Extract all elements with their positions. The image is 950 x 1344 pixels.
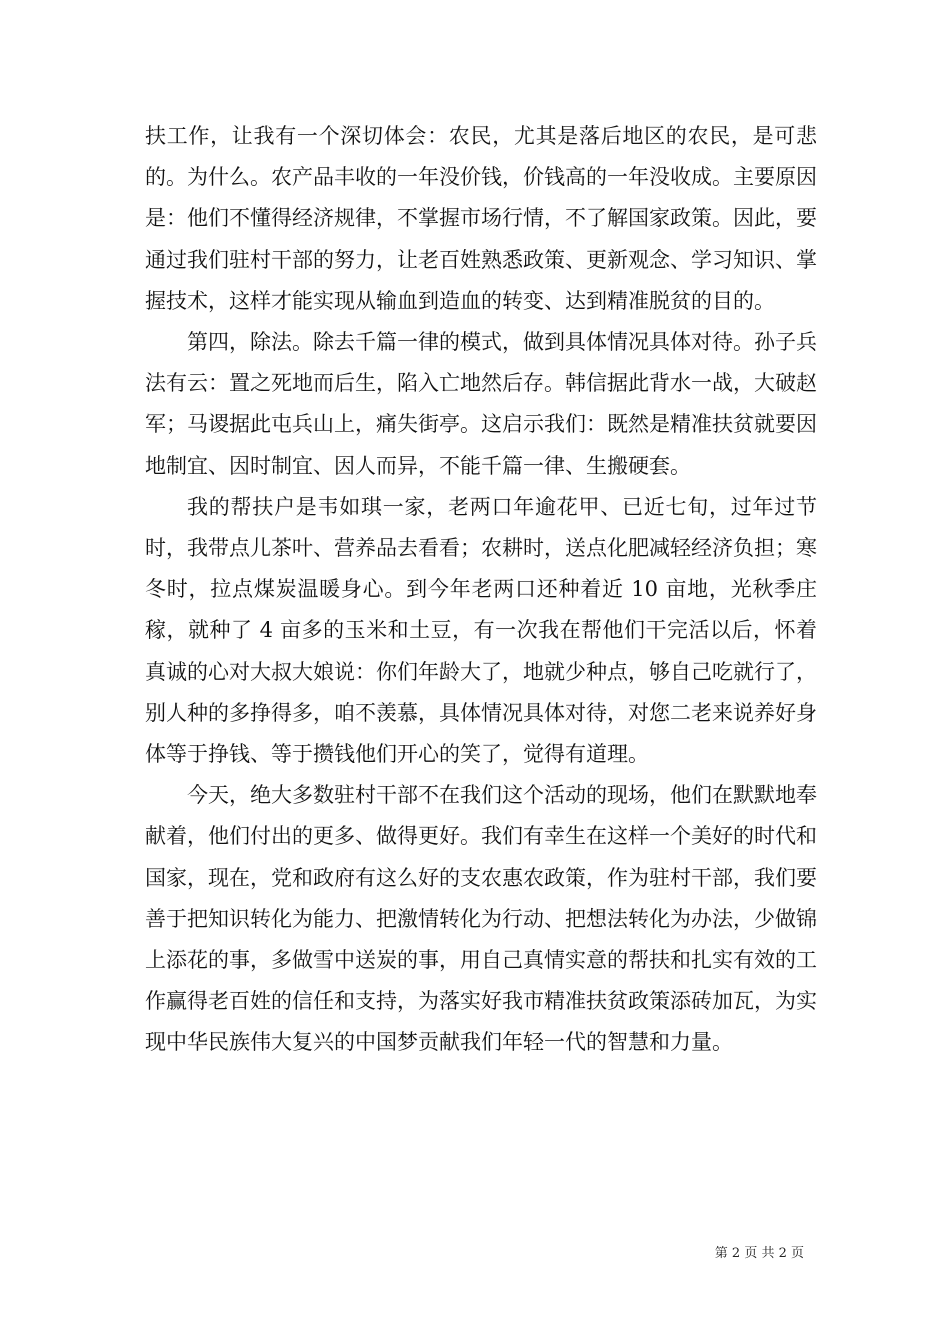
paragraph-1: 扶工作，让我有一个深切体会：农民，尤其是落后地区的农民，是可悲的。为什么。农产品丰收的一年没价钱，价钱高的一年没收成。主要原因是：他们不懂得经济规律，不掌握市场行情，不了解国家政策。因此，要通过我们驻村干部的努力，让老百姓熟悉政策、更新观念、学习知识、掌握技术，这样才能实现从输血到造血的转变、达到精准脱贫的目的。 xyxy=(145,124,817,313)
paragraph-2: 第四，除法。除去千篇一律的模式，做到具体情况具体对待。孙子兵法有云：置之死地而后生，陷入亡地然后存。韩信据此背水一战，大破赵军；马谡据此屯兵山上，痛失街亭。这启示我们：既然是精准扶贫就要因地制宜、因时制宜、因人而异，不能千篇一律、生搬硬套。 xyxy=(145,330,817,478)
paragraph-4: 今天，绝大多数驻村干部不在我们这个活动的现场，他们在默默地奉献着，他们付出的更多、做得更好。我们有幸生在这样一个美好的时代和国家，现在，党和政府有这么好的支农惠农政策，作为驻村干部，我们要善于把知识转化为能力、把激情转化为行动、把想法转化为办法，少做锦上添花的事，多做雪中送炭的事，用自己真情实意的帮扶和扎实有效的工作赢得老百姓的信任和支持，为落实好我市精准扶贫政策添砖加瓦，为实现中华民族伟大复兴的中国梦贡献我们年轻一代的智慧和力量。 xyxy=(145,783,817,1055)
page-number-footer: 第 2 页 共 2 页 xyxy=(714,1246,804,1261)
paragraph-3: 我的帮扶户是韦如琪一家，老两口年逾花甲、已近七旬，过年过节时，我带点儿茶叶、营养品去看看；农耕时，送点化肥减轻经济负担；寒冬时，拉点煤炭温暖身心。到今年老两口还种着近 10 亩地，光秋季庄稼，就种了 4 亩多的玉米和土豆，有一次我在帮他们干完活以后，怀着真诚的心对大叔大娘说：你们年龄大了，地就少种点，够自己吃就行了，别人种的多挣得多，咱不羡慕，具体情况具体对待，对您二老来说养好身体等于挣钱、等于攒钱他们开心的笑了，觉得有道理。 xyxy=(145,494,817,767)
document-body xyxy=(145,116,817,1064)
